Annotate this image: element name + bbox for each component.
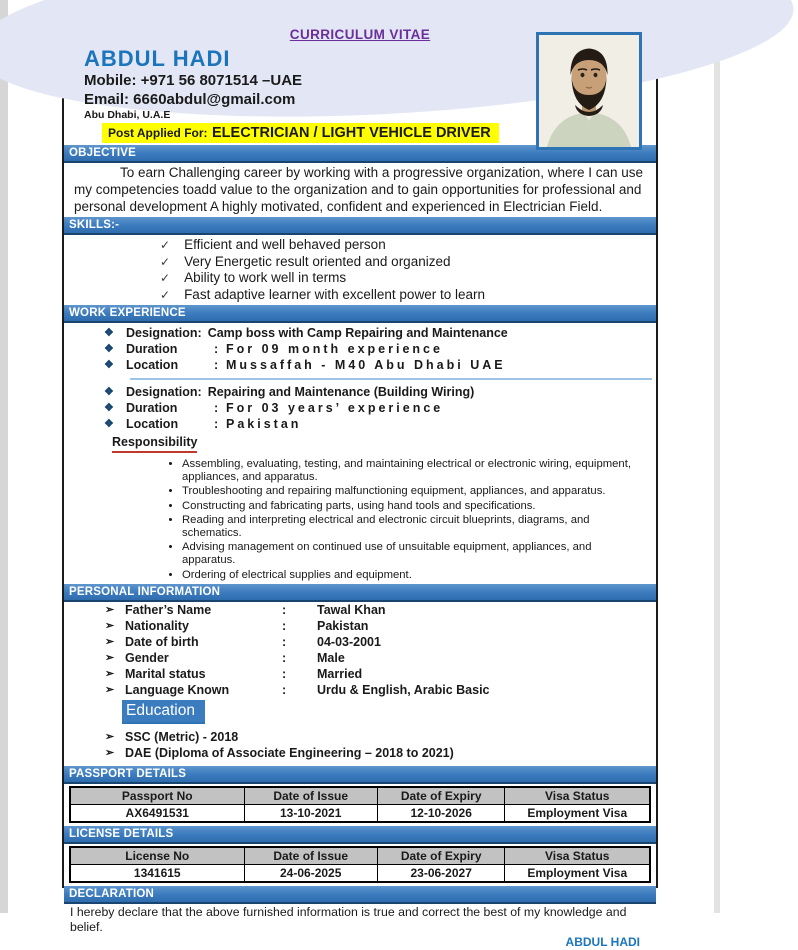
license-cell: 1341615 [70,864,244,882]
passport-col-header: Date of Issue [244,787,377,805]
job2-duration-row [104,400,656,416]
personal-label: Language Known [125,682,230,697]
arrow-bullet-icon: ➢ [105,635,115,648]
personal-row [105,602,656,618]
personal-value: Urdu & English, Arabic Basic [317,682,490,697]
passport-cell: 12-10-2026 [377,804,505,822]
license-data-row [70,864,650,882]
passport-header-row [70,787,650,805]
personal-value: Pakistan [317,618,369,633]
colon: : [282,634,287,649]
responsibility-item: • Assembling, evaluating, testing, and maintaining electrical or electronic wiring, equipment, appliances, and apparatus. [182,458,642,484]
colon: : [282,618,287,633]
arrow-bullet-icon: ➢ [105,603,115,616]
education-heading: Education [122,700,205,724]
post-applied-value: ELECTRICIAN / LIGHT VEHICLE DRIVER [212,125,491,141]
colon: : [282,666,287,681]
location-label: Location [126,417,179,431]
skill-text: Efficient and well behaved person [184,237,386,252]
license-col-header: Visa Status [505,847,650,865]
job1-location-row [104,357,656,373]
post-applied-highlight [102,123,499,143]
diamond-bullet-icon: ❖ [104,418,114,430]
license-col-header: Date of Issue [244,847,377,865]
duration-value: For 09 month experience [226,342,443,356]
scan-edge-left [0,0,8,913]
passport-col-header: Passport No [70,787,244,805]
arrow-bullet-icon: ➢ [105,667,115,680]
personal-row [105,666,656,682]
post-applied-label: Post Applied For: [108,126,208,140]
responsibility-list [182,458,656,582]
passport-cell: Employment Visa [505,804,650,822]
check-icon: ✓ [160,254,171,269]
education-text: SSC (Metric) - 2018 [125,729,239,744]
section-heading-objective: OBJECTIVE [64,145,656,163]
cv-title: CURRICULUM VITAE [289,27,431,42]
designation-label: Designation: [126,326,202,340]
passport-cell: 13-10-2021 [244,804,377,822]
passport-table [69,786,651,823]
responsibility-heading: Responsibility [112,435,197,453]
license-table [69,846,651,883]
colon: : [282,602,287,617]
skill-text: Ability to work well in terms [184,270,347,285]
job1-duration-row [104,341,656,357]
applicant-name: ABDUL HADI [84,46,231,71]
arrow-bullet-icon: ➢ [105,746,115,759]
skill-item [160,254,656,271]
skill-text: Fast adaptive learner with excellent power to learn [184,286,485,302]
objective-text: To earn Challenging career by working with a progressive organization, where I can use my competencies toadd value to the organization and to gain opportunities for professional and personal development A highly motivated, confident and experienced in Electrician Field. [74,165,644,214]
section-heading-declaration: DECLARATION [64,886,656,904]
personal-value: Male [317,650,345,665]
personal-label: Marital status [125,666,206,681]
applicant-photo [536,32,642,150]
location-value: Mussaffah - M40 Abu Dhabi UAE [226,358,506,372]
check-icon: ✓ [160,238,171,252]
duration-label: Duration [126,342,178,356]
email-line: Email: 6660abdul@gmail.com [84,91,296,108]
personal-label: Father’s Name [125,602,212,617]
check-icon: ✓ [160,271,171,285]
personal-value: 04-03-2001 [317,634,381,649]
license-cell: Employment Visa [505,864,650,882]
duration-value: For 03 years’ experience [226,401,444,415]
designation-value: Repairing and Maintenance (Building Wiring) [207,385,475,399]
job1-designation-row [104,325,656,341]
personal-row [105,618,656,634]
section-heading-license-details: LICENSE DETAILS [64,826,656,844]
job2-location-row [104,416,656,432]
personal-row [105,634,656,650]
education-item [105,729,656,745]
personal-label: Nationality [125,618,189,633]
responsibility-item: • Ordering of electrical supplies and equipment. [182,569,642,582]
job-divider [130,378,652,380]
check-icon: ✓ [160,287,171,302]
job2-designation-row [104,384,656,400]
section-heading-skills: SKILLS:- [64,217,656,235]
passport-col-header: Date of Expiry [377,787,505,805]
responsibility-item: • Reading and interpreting electrical and electronic circuit blueprints, diagrams, and schematics. [182,514,642,540]
passport-cell: AX6491531 [70,804,244,822]
responsibility-item: • Constructing and fabricating parts, using hand tools and specifications. [182,500,642,513]
diamond-bullet-icon: ❖ [104,343,114,355]
arrow-bullet-icon: ➢ [105,619,115,632]
education-text: DAE (Diploma of Associate Engineering – 2018 to 2021) [125,745,454,760]
duration-label: Duration [126,401,178,415]
signature-name: ABDUL HADI [565,934,640,949]
arrow-bullet-icon: ➢ [105,730,115,743]
diamond-bullet-icon: ❖ [104,386,114,398]
personal-label: Date of birth [125,634,199,649]
section-heading-passport-details: PASSPORT DETAILS [64,766,656,784]
license-cell: 24-06-2025 [244,864,377,882]
colon: : [282,682,287,697]
skill-item [160,270,656,287]
license-cell: 23-06-2027 [377,864,505,882]
diamond-bullet-icon: ❖ [104,359,114,371]
personal-value: Married [317,666,363,681]
colon: : [214,358,219,372]
section-heading-work-experience: WORK EXPERIENCE [64,305,656,323]
address-line: Abu Dhabi, U.A.E [84,109,171,121]
applicant-photo-drawing [539,35,639,147]
colon: : [214,342,219,356]
skill-item [160,287,656,304]
responsibility-item: • Troubleshooting and repairing malfunctioning equipment, appliances, and apparatus. [182,485,642,498]
colon: : [214,401,219,415]
scan-edge-right [714,0,720,913]
location-value: Pakistan [226,417,302,431]
colon: : [282,650,287,665]
skill-item [160,237,656,254]
section-heading-personal-information: PERSONAL INFORMATION [64,584,656,602]
location-label: Location [126,358,179,372]
passport-data-row [70,804,650,822]
cv-page [62,22,658,949]
personal-label: Gender [125,650,169,665]
passport-col-header: Visa Status [505,787,650,805]
responsibility-item: • Advising management on continued use of unsuitable equipment, appliances, and apparatus. [182,541,642,567]
license-col-header: License No [70,847,244,865]
designation-label: Designation: [126,385,202,399]
diamond-bullet-icon: ❖ [104,402,114,414]
education-list [64,729,656,761]
designation-value: Camp boss with Camp Repairing and Maintenance [207,326,508,340]
license-col-header: Date of Expiry [377,847,505,865]
education-item [105,745,656,761]
personal-value: Tawal Khan [317,602,386,617]
colon: : [214,417,219,431]
arrow-bullet-icon: ➢ [105,683,115,696]
mobile-line: Mobile: +971 56 8071514 –UAE [84,72,303,89]
license-header-row [70,847,650,865]
declaration-text: I hereby declare that the above furnished information is true and correct the best of my knowledge and belief. [70,904,627,934]
personal-row [105,682,656,698]
personal-row [105,650,656,666]
arrow-bullet-icon: ➢ [105,651,115,664]
diamond-bullet-icon: ❖ [104,327,114,339]
skills-list [160,237,656,303]
skill-text: Very Energetic result oriented and organized [184,253,451,269]
